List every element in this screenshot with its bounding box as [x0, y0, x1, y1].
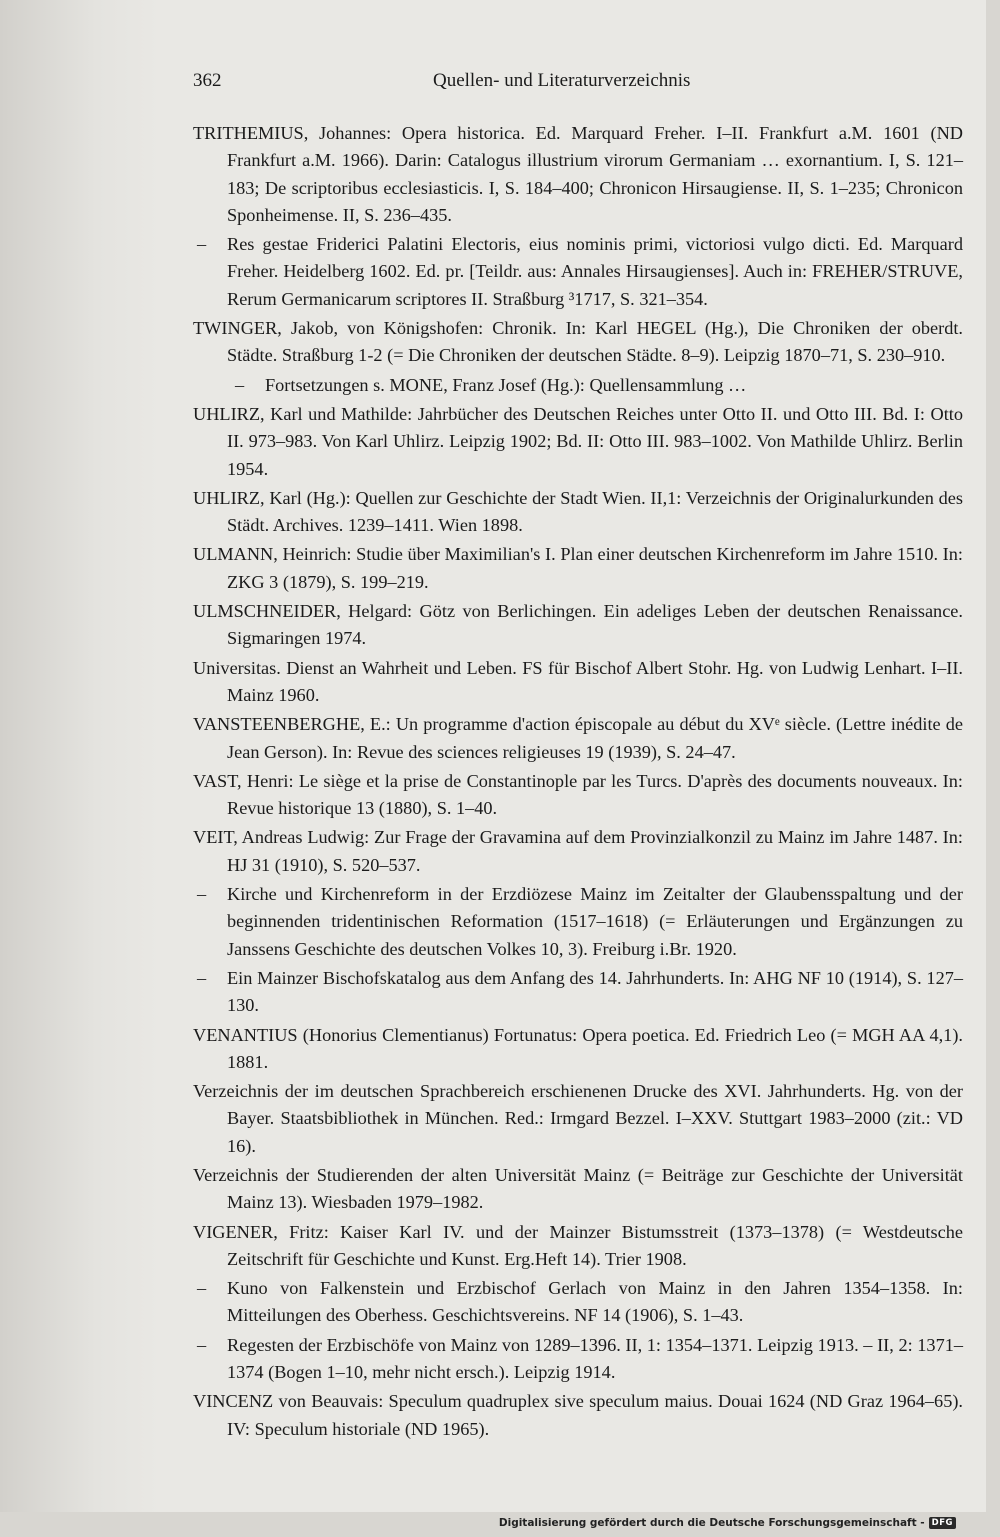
- page-bleed: [0, 0, 160, 1512]
- footer-credit: Digitalisierung gefördert durch die Deutsche Forschungsgemeinschaft -: [498, 1517, 925, 1529]
- bib-entry: Universitas. Dienst an Wahrheit und Leben. FS für Bischof Albert Stohr. Hg. von Ludwig Lenhart. I–II. Mainz 1960.: [193, 657, 963, 705]
- bib-entry: VIGENER, Fritz: Kaiser Karl IV. und der Mainzer Bistumsstreit (1373–1378) (= Westdeutsche Zeitschrift für Geschichte und Kunst. Erg.Heft 14). Trier 1908.: [193, 1221, 963, 1269]
- bib-entry: VINCENZ von Beauvais: Speculum quadruplex sive speculum maius. Douai 1624 (ND Graz 1964–65). IV: Speculum historiale (ND 1965).: [193, 1391, 963, 1439]
- bib-entry: VANSTEENBERGHE, E.: Un programme d'action épiscopale au début du XVᵉ siècle. (Lettre inédite de Jean Gerson). In: Revue des sciences religieuses 19 (1939), S. 24–47.: [193, 714, 963, 762]
- digitization-footer: [499, 1513, 956, 1533]
- bib-entry: VEIT, Andreas Ludwig: Zur Frage der Gravamina auf dem Provinzialkonzil zu Mainz im Jahre 1487. In: HJ 31 (1910), S. 520–537.: [193, 827, 963, 875]
- bib-entry: – Res gestae Friderici Palatini Electoris, eius nominis primi, victoriosi vulgo dicti. Ed. Marquard Freher. Heidelberg 1602. Ed. pr. [Teildr. aus: Annales Hirsaugienses]. Auch in: FREHER/STRUVE, Rerum Germanicarum scriptores II. Straßburg ³1717, S. 321–354.: [193, 231, 963, 313]
- bibliography-list: [193, 120, 963, 1445]
- bib-entry: – Fortsetzungen s. MONE, Franz Josef (Hg.): Quellensammlung …: [193, 372, 963, 399]
- dfg-logo: DFG: [929, 1517, 956, 1529]
- bib-entry: TWINGER, Jakob, von Königshofen: Chronik. In: Karl HEGEL (Hg.), Die Chroniken der oberdt. Städte. Straßburg 1-2 (= Die Chroniken der deutschen Städte. 8–9). Leipzig 1870–71, S. 230–910.: [193, 318, 963, 366]
- bib-entry: – Kuno von Falkenstein und Erzbischof Gerlach von Mainz in den Jahren 1354–1358. In: Mitteilungen des Oberhess. Geschichtsvereins. NF 14 (1906), S. 1–43.: [193, 1275, 963, 1330]
- bib-entry: TRITHEMIUS, Johannes: Opera historica. Ed. Marquard Freher. I–II. Frankfurt a.M. 1601 (ND Frankfurt a.M. 1966). Darin: Catalogus illustrium virorum Germaniam … exornantium. I, S. 121–183; De scriptoribus ecclesiasticis. I, S. 184–400; Chronicon Hirsaugiense. II, S. 1–235; Chronicon Sponheimense. II, S. 236–435.: [193, 123, 963, 225]
- bib-entry: Verzeichnis der im deutschen Sprachbereich erschienenen Drucke des XVI. Jahrhunderts. Hg. von der Bayer. Staatsbibliothek in München. Red.: Irmgard Bezzel. I–XXV. Stuttgart 1983–2000 (zit.: VD 16).: [193, 1081, 963, 1156]
- bib-entry: VENANTIUS (Honorius Clementianus) Fortunatus: Opera poetica. Ed. Friedrich Leo (= MGH AA 4,1). 1881.: [193, 1024, 963, 1072]
- running-title: Quellen- und Literaturverzeichnis: [433, 70, 691, 91]
- page-header: [193, 70, 963, 100]
- bib-entry: – Regesten der Erzbischöfe von Mainz von 1289–1396. II, 1: 1354–1371. Leipzig 1913. – II, 2: 1371–1374 (Bogen 1–10, mehr nicht ersch.). Leipzig 1914.: [193, 1332, 963, 1387]
- page-number: 362: [193, 70, 222, 91]
- bib-entry: ULMANN, Heinrich: Studie über Maximilian's I. Plan einer deutschen Kirchenreform im Jahre 1510. In: ZKG 3 (1879), S. 199–219.: [193, 544, 963, 592]
- bib-entry: – Ein Mainzer Bischofskatalog aus dem Anfang des 14. Jahrhunderts. In: AHG NF 10 (1914), S. 127–130.: [193, 965, 963, 1020]
- bib-entry: Verzeichnis der Studierenden der alten Universität Mainz (= Beiträge zur Geschichte der Universität Mainz 13). Wiesbaden 1979–1982.: [193, 1164, 963, 1213]
- bib-entry: ULMSCHNEIDER, Helgard: Götz von Berlichingen. Ein adeliges Leben der deutschen Renaissance. Sigmaringen 1974.: [193, 601, 963, 649]
- bib-entry: UHLIRZ, Karl und Mathilde: Jahrbücher des Deutschen Reiches unter Otto II. und Otto III. Bd. I: Otto II. 973–983. Von Karl Uhlirz. Leipzig 1902; Bd. II: Otto III. 983–1002. Von Mathilde Uhlirz. Berlin 1954.: [193, 403, 963, 479]
- bib-entry: VAST, Henri: Le siège et la prise de Constantinople par les Turcs. D'après des documents nouveaux. In: Revue historique 13 (1880), S. 1–40.: [193, 770, 963, 819]
- bib-entry: – Kirche und Kirchenreform in der Erzdiözese Mainz im Zeitalter der Glaubensspaltung und der beginnenden tridentinischen Reformation (1517–1618) (= Erläuterungen und Ergänzungen zu Janssens Geschichte des deutschen Volkes 10, 3). Freiburg i.Br. 1920.: [193, 881, 963, 963]
- bib-entry: UHLIRZ, Karl (Hg.): Quellen zur Geschichte der Stadt Wien. II,1: Verzeichnis der Originalurkunden des Städt. Archives. 1239–1411. Wien 1898.: [193, 487, 963, 536]
